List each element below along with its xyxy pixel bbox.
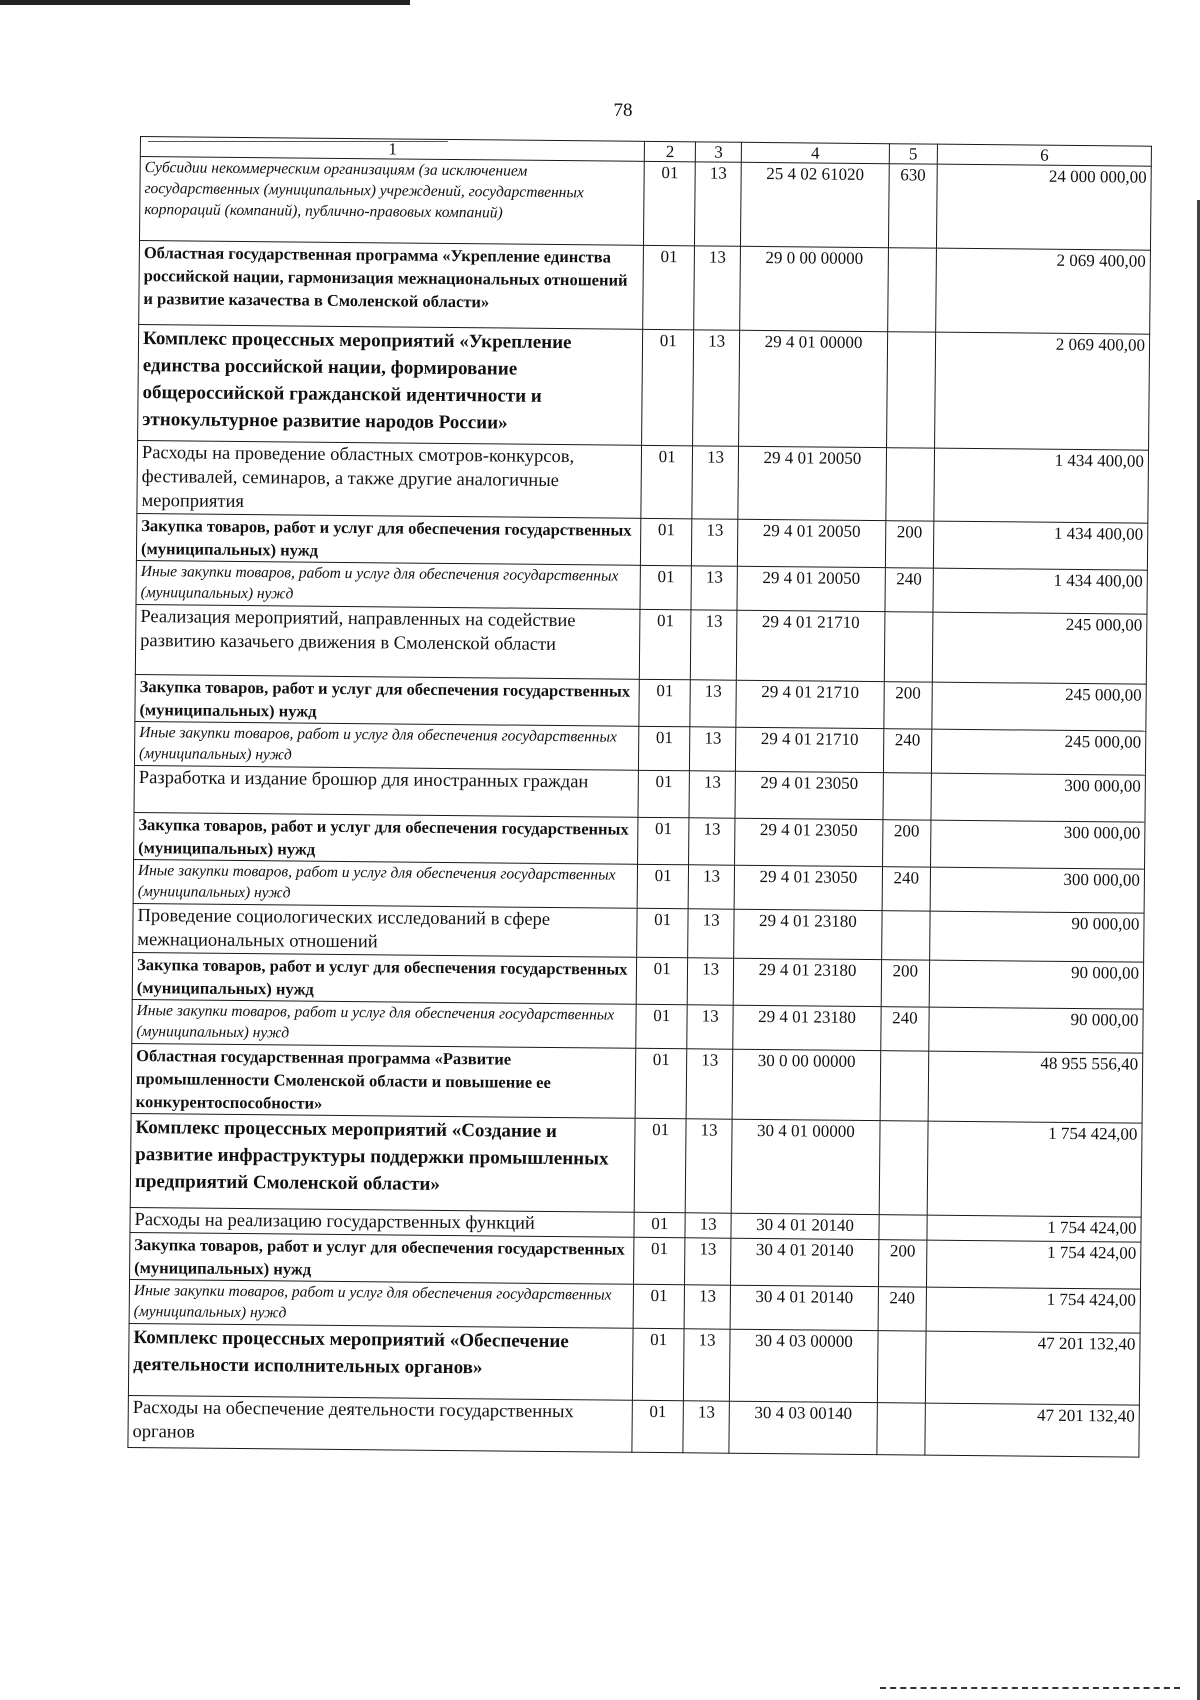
amount: 1 434 400,00 bbox=[934, 448, 1149, 523]
section-code: 01 bbox=[633, 1328, 684, 1400]
expense-type-code: 200 bbox=[878, 1240, 927, 1287]
section-code: 01 bbox=[641, 518, 692, 565]
table-body bbox=[128, 157, 1151, 1458]
amount: 47 201 132,40 bbox=[925, 1331, 1140, 1405]
column-header: 4 bbox=[742, 142, 889, 163]
target-article-code: 29 4 01 21710 bbox=[736, 727, 884, 772]
expense-type-code bbox=[877, 1331, 926, 1403]
section-code: 01 bbox=[637, 957, 688, 1004]
subsection-code: 13 bbox=[688, 865, 735, 909]
subsection-code: 13 bbox=[688, 818, 735, 865]
section-code: 01 bbox=[638, 817, 689, 864]
amount: 2 069 400,00 bbox=[935, 332, 1150, 450]
table-row bbox=[137, 440, 1149, 523]
target-article-code: 29 4 01 20050 bbox=[738, 519, 886, 567]
subsection-code: 13 bbox=[690, 610, 737, 680]
subsection-code: 13 bbox=[692, 446, 739, 519]
expense-type-code bbox=[880, 1051, 929, 1121]
expense-name: Закупка товаров, работ и услуг для обеспечения государственных (муниципальных) нужд bbox=[135, 674, 640, 726]
section-code: 01 bbox=[638, 864, 689, 908]
expense-type-code bbox=[881, 911, 930, 960]
section-code: 01 bbox=[632, 1400, 683, 1452]
section-code: 01 bbox=[644, 161, 695, 245]
amount: 245 000,00 bbox=[932, 682, 1146, 731]
amount: 24 000 000,00 bbox=[937, 164, 1152, 250]
section-code: 01 bbox=[638, 770, 689, 817]
target-article-code: 25 4 02 61020 bbox=[741, 162, 889, 247]
table-row bbox=[128, 1323, 1140, 1405]
expense-name: Комплекс процессных мероприятий «Создание и развитие инфраструктуры поддержки промышленных предприятий Смоленской области» bbox=[130, 1113, 635, 1212]
subsection-code: 13 bbox=[688, 909, 735, 958]
expense-name: Иные закупки товаров, работ и услуг для обеспечения государственных (муниципальных) нужд bbox=[134, 721, 639, 770]
amount: 90 000,00 bbox=[929, 1007, 1143, 1053]
subsection-code: 13 bbox=[684, 1285, 731, 1329]
expense-name: Областная государственная программа «Укрепление единства российской нации, гармонизация межнациональных отношений и развитие казачества в Смоленской области» bbox=[139, 240, 644, 329]
table-row bbox=[128, 1395, 1139, 1457]
section-code: 01 bbox=[642, 329, 694, 445]
page-number: 78 bbox=[613, 100, 633, 121]
target-article-code: 30 4 01 20140 bbox=[731, 1238, 879, 1286]
target-article-code: 29 4 01 23180 bbox=[733, 1005, 881, 1050]
expense-name: Расходы на проведение областных смотров-конкурсов, фестивалей, семинаров, а также другие аналогичные мероприятия bbox=[137, 440, 642, 518]
target-article-code: 29 4 01 00000 bbox=[739, 330, 887, 447]
expense-name: Областная государственная программа «Развитие промышленности Смоленской области и повышение ее конкурентоспособности» bbox=[131, 1043, 636, 1118]
target-article-code: 30 4 03 00000 bbox=[730, 1329, 878, 1402]
amount: 1 754 424,00 bbox=[927, 1240, 1141, 1289]
amount: 1 434 400,00 bbox=[933, 521, 1147, 570]
expense-type-code: 240 bbox=[880, 1007, 929, 1051]
expense-type-code: 200 bbox=[881, 960, 930, 1007]
subsection-code: 13 bbox=[685, 1119, 732, 1213]
amount: 48 955 556,40 bbox=[928, 1051, 1143, 1123]
subsection-code: 13 bbox=[694, 246, 741, 330]
amount: 300 000,00 bbox=[931, 773, 1145, 822]
expense-type-code bbox=[883, 773, 932, 820]
budget-table bbox=[127, 136, 1152, 1458]
subsection-code: 13 bbox=[685, 1213, 732, 1238]
table-row bbox=[133, 903, 1144, 962]
expense-type-code bbox=[877, 1403, 926, 1455]
expense-type-code: 240 bbox=[878, 1287, 927, 1331]
subsection-code: 13 bbox=[686, 1049, 733, 1119]
section-code: 01 bbox=[639, 679, 690, 726]
column-header: 5 bbox=[889, 144, 938, 164]
amount: 245 000,00 bbox=[931, 729, 1145, 775]
target-article-code: 29 4 01 23050 bbox=[735, 771, 883, 819]
amount: 1 754 424,00 bbox=[926, 1287, 1140, 1333]
column-header: 1 bbox=[140, 137, 645, 162]
expense-name: Иные закупки товаров, работ и услуг для обеспечения государственных (муниципальных) нужд bbox=[132, 999, 637, 1048]
subsection-code: 13 bbox=[683, 1329, 730, 1401]
subsection-code: 13 bbox=[683, 1401, 730, 1453]
target-article-code: 29 4 01 23050 bbox=[735, 818, 883, 866]
expense-type-code bbox=[885, 448, 934, 521]
scan-footer-dash bbox=[880, 1687, 1180, 1691]
expense-type-code bbox=[879, 1121, 928, 1215]
amount: 2 069 400,00 bbox=[936, 248, 1151, 334]
column-header: 3 bbox=[695, 142, 742, 162]
table-row bbox=[135, 604, 1147, 684]
section-code: 01 bbox=[640, 609, 691, 679]
table-row bbox=[139, 157, 1151, 251]
expense-name: Иные закупки товаров, работ и услуг для обеспечения государственных (муниципальных) нужд bbox=[129, 1279, 634, 1328]
target-article-code: 30 4 01 00000 bbox=[732, 1119, 880, 1214]
amount: 1 754 424,00 bbox=[927, 1215, 1141, 1242]
expense-type-code: 630 bbox=[888, 164, 937, 248]
section-code: 01 bbox=[636, 1004, 687, 1048]
target-article-code: 29 4 01 23180 bbox=[734, 909, 882, 959]
expense-name: Расходы на реализацию государственных функций bbox=[130, 1207, 635, 1237]
expense-name: Реализация мероприятий, направленных на содействие развитию казачьего движения в Смоленской области bbox=[135, 604, 640, 679]
subsection-code: 13 bbox=[691, 519, 738, 566]
section-code: 01 bbox=[635, 1118, 686, 1212]
expense-type-code: 240 bbox=[882, 867, 931, 911]
expense-name: Закупка товаров, работ и услуг для обеспечения государственных (муниципальных) нужд bbox=[136, 513, 641, 565]
target-article-code: 29 4 01 23050 bbox=[734, 865, 882, 910]
section-code: 01 bbox=[640, 565, 691, 609]
section-code: 01 bbox=[634, 1237, 685, 1284]
subsection-code: 13 bbox=[690, 680, 737, 727]
subsection-code: 13 bbox=[687, 1005, 734, 1049]
table-row bbox=[130, 1113, 1142, 1217]
section-code: 01 bbox=[634, 1284, 685, 1328]
amount: 1 434 400,00 bbox=[933, 568, 1147, 614]
subsection-code: 13 bbox=[692, 330, 740, 446]
expense-type-code: 200 bbox=[882, 820, 931, 867]
expense-type-code bbox=[887, 248, 936, 332]
expense-name: Закупка товаров, работ и услуг для обеспечения государственных (муниципальных) нужд bbox=[130, 1232, 635, 1284]
expense-name: Иные закупки товаров, работ и услуг для обеспечения государственных (муниципальных) нужд bbox=[133, 859, 638, 908]
section-code: 01 bbox=[643, 245, 694, 329]
target-article-code: 30 4 03 00140 bbox=[729, 1401, 877, 1454]
subsection-code: 13 bbox=[689, 771, 736, 818]
amount: 300 000,00 bbox=[931, 820, 1145, 869]
target-article-code: 29 4 01 20050 bbox=[737, 566, 885, 611]
expense-name: Закупка товаров, работ и услуг для обеспечения государственных (муниципальных) нужд bbox=[134, 812, 639, 864]
amount: 245 000,00 bbox=[932, 612, 1147, 684]
section-code: 01 bbox=[637, 908, 688, 957]
expense-name: Расходы на обеспечение деятельности государственных органов bbox=[128, 1395, 633, 1452]
target-article-code: 29 4 01 23180 bbox=[734, 958, 882, 1006]
expense-name: Комплекс процессных мероприятий «Обеспечение деятельности исполнительных органов» bbox=[128, 1323, 633, 1400]
section-code: 01 bbox=[641, 445, 692, 518]
expense-type-code: 200 bbox=[885, 521, 934, 568]
expense-type-code: 240 bbox=[885, 568, 934, 612]
target-article-code: 30 0 00 00000 bbox=[732, 1049, 880, 1120]
amount: 90 000,00 bbox=[930, 911, 1144, 962]
target-article-code: 30 4 01 20140 bbox=[731, 1213, 879, 1239]
target-article-code: 29 4 01 21710 bbox=[736, 680, 884, 728]
expense-name: Разработка и издание брошюр для иностранных граждан bbox=[134, 765, 639, 817]
expense-type-code bbox=[879, 1215, 928, 1240]
column-header: 6 bbox=[937, 144, 1151, 166]
table-row bbox=[139, 240, 1151, 334]
expense-name: Иные закупки товаров, работ и услуг для обеспечения государственных (муниципальных) нужд bbox=[136, 560, 641, 609]
target-article-code: 29 4 01 20050 bbox=[738, 446, 886, 520]
expense-type-code: 240 bbox=[883, 729, 932, 773]
target-article-code: 29 4 01 21710 bbox=[737, 610, 885, 681]
amount: 47 201 132,40 bbox=[925, 1403, 1139, 1457]
expense-name: Закупка товаров, работ и услуг для обеспечения государственных (муниципальных) нужд bbox=[132, 952, 637, 1004]
subsection-code: 13 bbox=[684, 1238, 731, 1285]
subsection-code: 13 bbox=[689, 727, 736, 771]
subsection-code: 13 bbox=[691, 566, 738, 610]
target-article-code: 29 0 00 00000 bbox=[740, 246, 888, 331]
subsection-code: 13 bbox=[687, 958, 734, 1005]
subsection-code: 13 bbox=[694, 162, 741, 246]
expense-name: Комплекс процессных мероприятий «Укрепление единства российской нации, формирование общероссийской гражданской идентичности и этнокультурное развитие народов России» bbox=[138, 324, 644, 445]
expense-type-code bbox=[884, 612, 933, 682]
amount: 300 000,00 bbox=[930, 867, 1144, 913]
expense-type-code bbox=[886, 332, 936, 448]
expense-type-code: 200 bbox=[883, 682, 932, 729]
section-code: 01 bbox=[634, 1212, 685, 1237]
expense-name: Проведение социологических исследований в сфере межнациональных отношений bbox=[133, 903, 638, 957]
target-article-code: 30 4 01 20140 bbox=[730, 1285, 878, 1330]
expense-name: Субсидии некоммерческим организациям (за исключением государственных (муниципальных) учреждений, государственных корпораций (компаний), публично-правовых компаний) bbox=[139, 157, 644, 246]
column-header: 2 bbox=[645, 141, 696, 161]
section-code: 01 bbox=[636, 1048, 687, 1118]
scan-edge-mark bbox=[0, 0, 410, 5]
section-code: 01 bbox=[639, 726, 690, 770]
amount: 1 754 424,00 bbox=[927, 1121, 1142, 1217]
table-row bbox=[131, 1043, 1143, 1123]
table-row bbox=[138, 324, 1150, 450]
amount: 90 000,00 bbox=[929, 960, 1143, 1009]
